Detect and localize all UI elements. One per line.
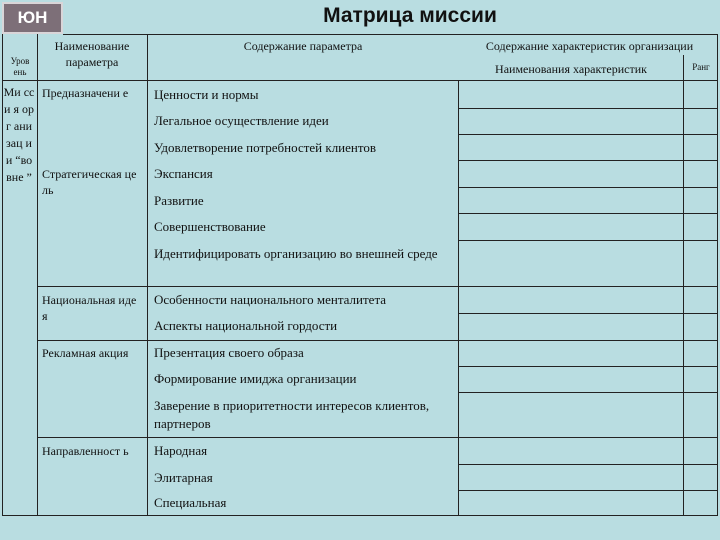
table-border	[37, 34, 38, 516]
list-item: Заверение в приоритетности интересов клиентов, партнеров	[154, 398, 430, 431]
row-divider	[37, 286, 718, 287]
row-divider	[458, 313, 718, 314]
table-border	[2, 80, 718, 81]
table-border	[2, 515, 718, 516]
list-item: Развитие	[154, 193, 204, 208]
list-item: Удовлетворение потребностей клиентов	[154, 140, 377, 155]
list-item: Ценности и нормы	[154, 87, 259, 102]
list-item: Экспансия	[154, 166, 213, 181]
header-parameter-name: Наименование параметра	[54, 39, 130, 69]
row-divider	[458, 490, 718, 491]
list-item: Аспекты национальной гордости	[154, 318, 338, 333]
row-divider	[458, 187, 718, 188]
table-border	[147, 34, 148, 516]
row-divider	[458, 392, 718, 393]
row-divider	[37, 340, 718, 341]
header-characteristic-names: Наименования характеристик	[495, 62, 647, 76]
row-divider	[37, 437, 718, 438]
list-item: Презентация своего образа	[154, 345, 304, 360]
header-rank: Ранг	[692, 62, 710, 72]
table-border	[717, 34, 718, 516]
row-divider	[458, 464, 718, 465]
list-item: Совершенствование	[154, 219, 266, 234]
table-border	[63, 34, 718, 35]
list-item: Идентифицировать организацию во внешней среде	[154, 246, 438, 261]
row-divider	[458, 366, 718, 367]
parameter-name: Национальная идея	[42, 293, 137, 323]
parameter-name: Предназначени е	[42, 86, 129, 100]
row-divider	[458, 108, 718, 109]
header-parameter-content: Содержание параметра	[243, 39, 363, 53]
list-item: Особенности национального менталитета	[154, 292, 387, 307]
list-item: Элитарная	[154, 470, 213, 485]
list-item: Легальное осуществление идеи	[154, 113, 329, 128]
list-item: Формирование имиджа организации	[154, 371, 357, 386]
logo-badge: ЮН	[2, 2, 63, 34]
list-item: Народная	[154, 443, 208, 458]
row-divider	[458, 240, 718, 241]
header-level: Уров ень	[10, 56, 30, 77]
list-item: Специальная	[154, 495, 227, 510]
parameter-name: Стратегическая цель	[42, 167, 137, 197]
header-org-characteristics: Содержание характеристик организации	[485, 39, 694, 53]
parameter-name: Рекламная акция	[42, 346, 129, 360]
parameter-name: Направленност ь	[42, 444, 129, 458]
page-title: Матрица миссии	[323, 4, 497, 27]
table-border	[458, 80, 459, 516]
row-divider	[458, 213, 718, 214]
level-cell: Ми сси я орг ани зац ии “во вне ”	[3, 85, 35, 184]
row-divider	[458, 160, 718, 161]
row-divider	[458, 134, 718, 135]
